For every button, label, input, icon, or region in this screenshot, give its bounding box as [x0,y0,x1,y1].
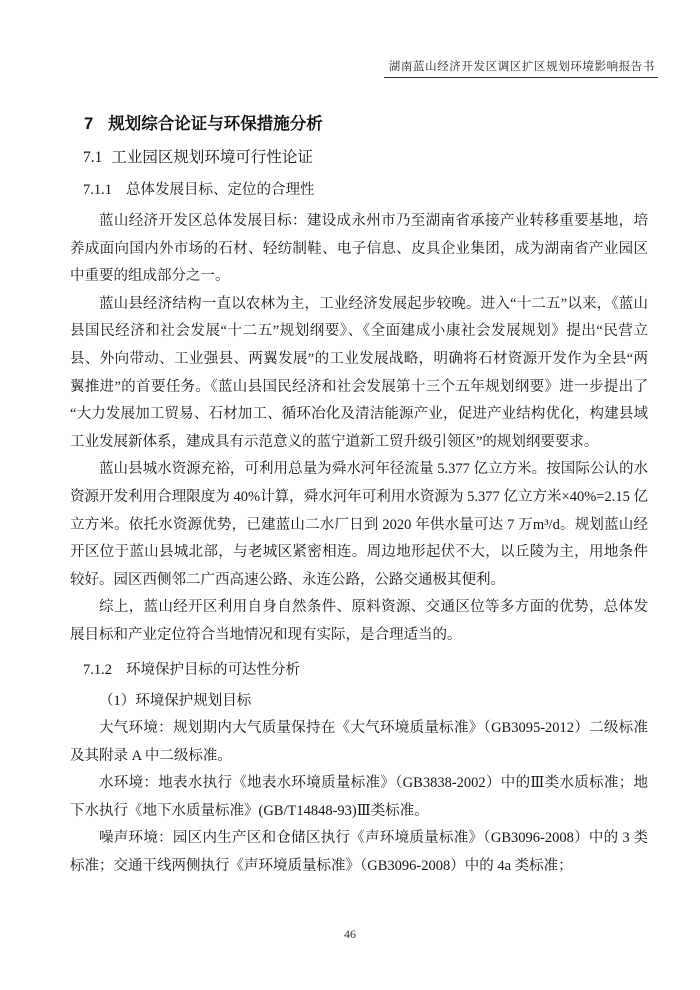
paragraph-water-environment: 水环境：地表水执行《地表水环境质量标准》（GB3838-2002）中的Ⅲ类水质标准；地下水执行《地下水质量标准》(GB/T14848-93)Ⅲ类标准。 [70,775,648,819]
section-number: 7.1.2 [83,661,112,678]
paragraph-water-resources: 蓝山县城水资源充裕，可利用总量为舜水河年径流量 5.377 亿立方米。按国际公认的水资源开发利用合理限度为 40%计算，舜水河年可利用水资源为 5.377 亿立方米×40%=2.15 亿立方米。依托水资源优势，已建蓝山二水厂日到 2020 年供水量可达 7 万m³/d。规划蓝山经开区位于蓝山县城北部，与老城区紧密相连。周边地形起伏不大，以丘陵为主，用地条件较好。园区西侧邻二广西高速公路、永连公路，公路交通极其便利。 [70,461,648,588]
section-number: 7.1.1 [83,182,112,198]
section-heading-7-1-2 [83,658,648,682]
section-title: 总体发展目标、定位的合理性 [126,182,315,198]
section-heading-7-1-1 [83,178,648,202]
section-number: 7.1 [83,149,103,166]
subsection-item-1: （1）环境保护规划目标 [99,692,252,709]
section-heading-7-1 [83,146,648,170]
report-header-title: 湖南蓝山经济开发区调区扩区规划环境影响报告书 [388,61,655,73]
paragraph-development-goal: 蓝山经济开发区总体发展目标：建设成永州市乃至湖南省承接产业转移重要基地，培养成面向国内外市场的石材、轻纺制鞋、电子信息、皮具企业集团，成为湖南省产业园区中重要的组成部分之一。 [70,213,648,285]
page-number: 46 [344,927,356,941]
section-heading-7 [84,112,648,136]
page-content [70,106,648,881]
section-title: 工业园区规划环境可行性论证 [111,149,313,166]
paragraph-summary: 综上，蓝山经开区利用自身自然条件、原料资源、交通区位等多方面的优势，总体发展目标和产业定位符合当地情况和现有实际，是合理适当的。 [70,599,648,643]
section-title: 环境保护目标的可达性分析 [126,661,300,678]
paragraph-noise-environment: 噪声环境：园区内生产区和仓储区执行《声环境质量标准》（GB3096-2008）中的 3 类标准；交通干线两侧执行《声环境质量标准》（GB3096-2008）中的 4a 类标准； [70,830,648,875]
section-title: 规划综合论证与环保措施分析 [108,115,323,133]
section-number: 7 [84,115,94,133]
paragraph-air-environment: 大气环境：规划期内大气质量保持在《大气环境质量标准》（GB3095-2012）二级标准及其附录 A 中二级标准。 [70,720,648,764]
paragraph-economic-structure: 蓝山县经济结构一直以农林为主，工业经济发展起步较晚。进入“十二五”以来，《蓝山县国民经济和社会发展“十二五”规划纲要》、《全面建成小康社会发展规划》提出“民营立县、外向带动、工业强县、两翼发展”的工业发展战略，明确将石材资源开发作为全县“两翼推进”的首要任务。《蓝山县国民经济和社会发展第十三个五年规划纲要》进一步提出了“大力发展加工贸易、石材加工、循环冶化及清洁能源产业，促进产业结构优化，构建县域工业发展新体系，建成具有示范意义的蓝宁道新工贸升级引领区”的规划纲要要求。 [70,295,648,450]
report-header [384,58,658,78]
